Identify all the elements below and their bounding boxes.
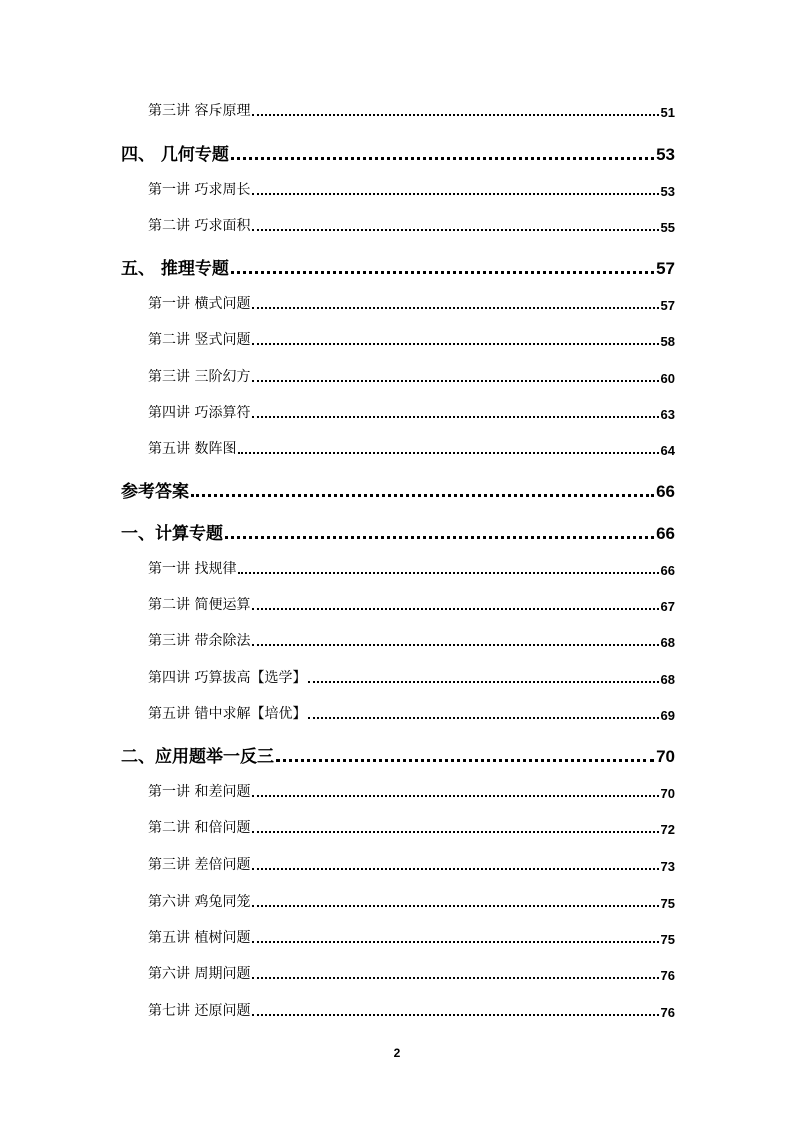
dot-leader — [252, 380, 658, 382]
dot-leader — [252, 608, 658, 610]
toc-section-title: 二、应用题举一反三 — [121, 747, 274, 767]
dot-leader — [252, 229, 658, 231]
toc-entry[interactable] — [148, 329, 675, 349]
toc-entry-page: 53 — [660, 184, 675, 199]
toc-entry[interactable] — [148, 630, 675, 650]
toc-entry[interactable] — [148, 817, 675, 837]
toc-entry-title: 第一讲 找规律 — [148, 561, 237, 577]
toc-entry[interactable] — [148, 215, 675, 235]
toc-section-page: 53 — [656, 145, 675, 164]
toc-section[interactable] — [121, 742, 675, 767]
toc-section-page: 66 — [656, 524, 675, 543]
toc-entry-page: 58 — [660, 334, 675, 349]
toc-entry-page: 72 — [660, 822, 675, 837]
dot-leader — [308, 681, 658, 683]
dot-leader — [252, 868, 658, 870]
toc-entry-page: 68 — [660, 672, 675, 687]
dot-leader — [238, 452, 658, 454]
dot-leader — [308, 717, 658, 719]
toc-entry-title: 第三讲 带余除法 — [148, 633, 251, 649]
toc-entry-title: 第一讲 横式问题 — [148, 296, 251, 312]
dot-leader — [252, 831, 658, 833]
toc-entry-title: 第四讲 巧算拔高【选学】 — [148, 670, 307, 686]
toc-entry-title: 第五讲 错中求解【培优】 — [148, 706, 307, 722]
toc-entry-page: 70 — [660, 786, 675, 801]
toc-entry-title: 第六讲 鸡兔同笼 — [148, 894, 251, 910]
toc-entry[interactable] — [148, 854, 675, 874]
dot-leader — [252, 343, 658, 345]
toc-entry-title: 第六讲 周期问题 — [148, 966, 251, 982]
dot-leader — [252, 1014, 658, 1016]
toc-entry[interactable] — [148, 1000, 675, 1020]
dot-leader — [252, 114, 658, 116]
toc-entry-title: 第七讲 还原问题 — [148, 1003, 251, 1019]
toc-entry-page: 66 — [660, 563, 675, 578]
toc-entry-title: 第二讲 竖式问题 — [148, 332, 251, 348]
toc-entry-page: 67 — [660, 599, 675, 614]
dot-leader — [252, 193, 658, 195]
toc-entry[interactable] — [148, 781, 675, 801]
toc-entry[interactable] — [148, 667, 675, 687]
dot-leader — [238, 572, 658, 574]
toc-entry-title: 第四讲 巧添算符 — [148, 405, 251, 421]
toc-entry[interactable] — [148, 100, 675, 120]
toc-entry-title: 第三讲 差倍问题 — [148, 857, 251, 873]
dot-leader — [252, 644, 658, 646]
dot-leader — [276, 759, 654, 762]
toc-entry-page: 76 — [660, 968, 675, 983]
toc-entry-page: 75 — [660, 896, 675, 911]
toc-entry[interactable] — [148, 179, 675, 199]
toc-entry-page: 68 — [660, 635, 675, 650]
toc-entry-title: 第二讲 和倍问题 — [148, 820, 251, 836]
dot-leader — [252, 416, 658, 418]
toc-entry-title: 第三讲 三阶幻方 — [148, 369, 251, 385]
dot-leader — [231, 271, 654, 274]
toc-section-title: 参考答案 — [121, 482, 189, 502]
toc-section-title: 五、 推理专题 — [121, 259, 229, 279]
toc-entry[interactable] — [148, 963, 675, 983]
toc-entry[interactable] — [148, 703, 675, 723]
dot-leader — [191, 494, 654, 497]
toc-entry-page: 73 — [660, 859, 675, 874]
dot-leader — [225, 536, 654, 539]
page-number: 2 — [393, 1046, 401, 1060]
dot-leader — [252, 977, 658, 979]
toc-entry-title: 第一讲 巧求周长 — [148, 182, 251, 198]
toc-entry[interactable] — [148, 438, 675, 458]
toc-entry[interactable] — [148, 366, 675, 386]
toc-entry-title: 第三讲 容斥原理 — [148, 103, 251, 119]
toc-entry-title: 第五讲 数阵图 — [148, 441, 237, 457]
toc-entry-page: 75 — [660, 932, 675, 947]
dot-leader — [231, 157, 654, 160]
toc-section[interactable] — [121, 519, 675, 544]
toc-entry-page: 76 — [660, 1005, 675, 1020]
toc-entry-title: 第二讲 巧求面积 — [148, 218, 251, 234]
dot-leader — [252, 941, 658, 943]
toc-entry-page: 51 — [660, 105, 675, 120]
toc-section-title: 四、 几何专题 — [121, 145, 229, 165]
toc-entry-page: 57 — [660, 298, 675, 313]
dot-leader — [252, 307, 658, 309]
toc-entry-page: 55 — [660, 220, 675, 235]
toc-entry[interactable] — [148, 891, 675, 911]
toc-entry-page: 63 — [660, 407, 675, 422]
toc-entry-title: 第一讲 和差问题 — [148, 784, 251, 800]
toc-entry[interactable] — [148, 558, 675, 578]
toc-section-page: 57 — [656, 259, 675, 278]
toc-entry-page: 60 — [660, 371, 675, 386]
toc-entry[interactable] — [148, 594, 675, 614]
toc-section-page: 70 — [656, 747, 675, 766]
dot-leader — [252, 795, 658, 797]
toc-entry[interactable] — [148, 927, 675, 947]
toc-entry-page: 69 — [660, 708, 675, 723]
toc-section[interactable] — [121, 140, 675, 165]
toc-section[interactable] — [121, 477, 675, 502]
toc-entry-title: 第二讲 简便运算 — [148, 597, 251, 613]
toc-entry[interactable] — [148, 402, 675, 422]
toc-entry[interactable] — [148, 293, 675, 313]
toc-entry-page: 64 — [660, 443, 675, 458]
toc-section-page: 66 — [656, 482, 675, 501]
dot-leader — [252, 905, 658, 907]
toc-section-title: 一、计算专题 — [121, 524, 223, 544]
toc-section[interactable] — [121, 254, 675, 279]
toc-entry-title: 第五讲 植树问题 — [148, 930, 251, 946]
